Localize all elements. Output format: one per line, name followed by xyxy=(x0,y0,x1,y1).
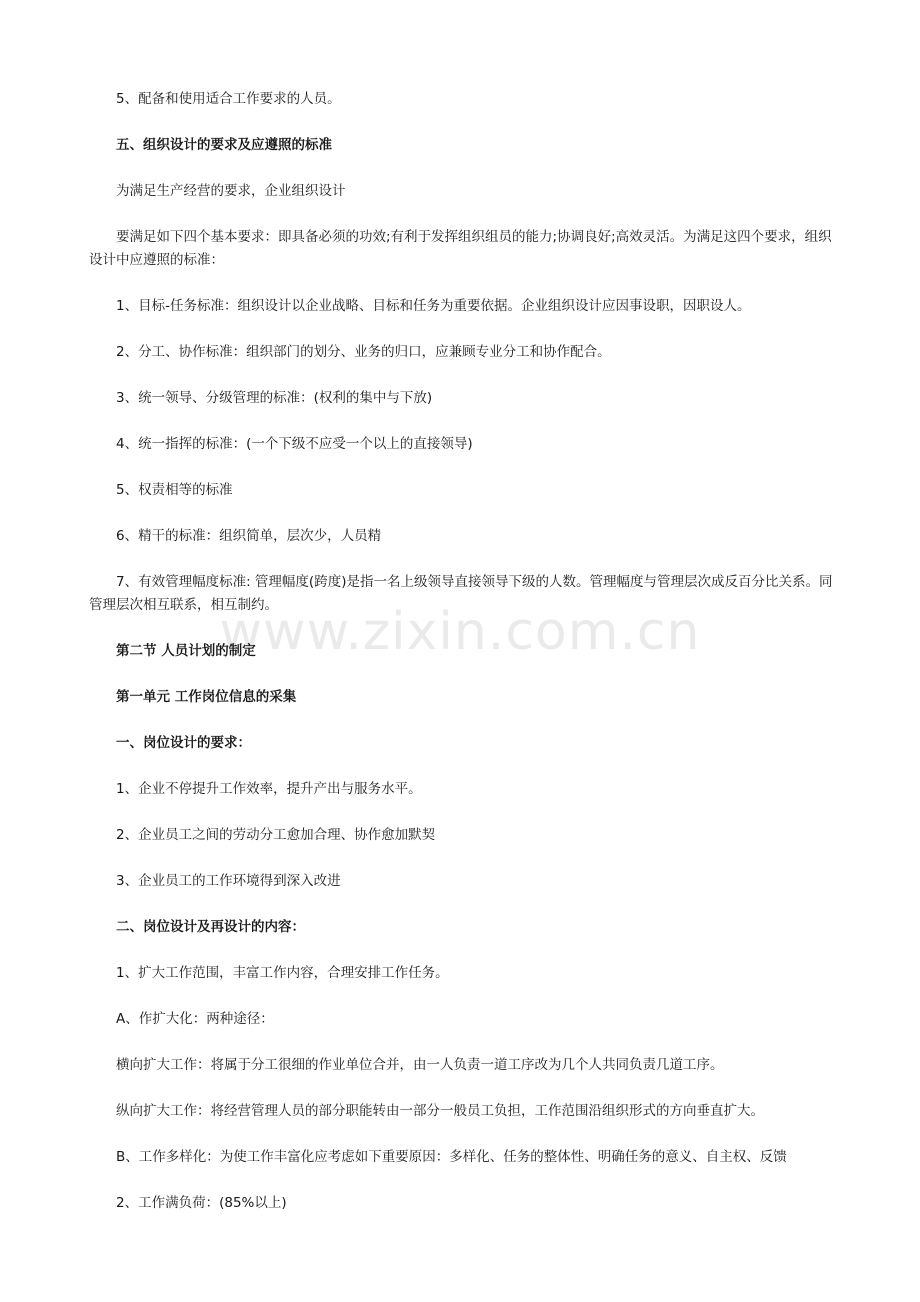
paragraph-standard-4: 4、统一指挥的标准：(一个下级不应受一个以上的直接领导) xyxy=(116,436,473,452)
paragraph-vertical-expansion: 纵向扩大工作：将经营管理人员的部分职能转由一部分一般员工负担，工作范围沿组织形式的方向垂直扩大。 xyxy=(116,1103,764,1119)
paragraph-content-1: 1、扩大工作范围，丰富工作内容，合理安排工作任务。 xyxy=(116,965,449,981)
paragraph-job-req-1: 1、企业不停提升工作效率，提升产出与服务水平。 xyxy=(116,781,422,797)
heading-job-design-requirements: 一、岗位设计的要求： xyxy=(116,735,251,751)
paragraph-content-2: 2、工作满负荷：(85%以上) xyxy=(116,1195,287,1211)
paragraph-standard-5: 5、权责相等的标准 xyxy=(116,482,233,498)
paragraph-standard-7: 7、有效管理幅度标准: 管理幅度(跨度)是指一名上级领导直接领导下级的人数。管理幅度与管理层次成反百分比关系。同管理层次相互联系，相互制约。 xyxy=(89,574,833,613)
watermark: www.zixin.com.cn xyxy=(219,602,701,662)
paragraph-standard-2: 2、分工、协作标准：组织部门的划分、业务的归口，应兼顾专业分工和协作配合。 xyxy=(116,344,611,360)
heading-job-design-content: 二、岗位设计及再设计的内容： xyxy=(116,919,305,935)
paragraph-content-b: B、工作多样化：为使工作丰富化应考虑如下重要原因：多样化、任务的整体性、明确任务的意义、自主权、反馈 xyxy=(116,1149,787,1165)
paragraph-standard-1: 1、目标-任务标准：组织设计以企业战略、目标和任务为重要依据。企业组织设计应因事设职，因职设人。 xyxy=(116,298,751,314)
paragraph-standard-6: 6、精干的标准：组织简单，层次少，人员精 xyxy=(116,528,382,544)
paragraph-standard-3: 3、统一领导、分级管理的标准：(权利的集中与下放) xyxy=(116,390,433,406)
heading-unit-1: 第一单元 工作岗位信息的采集 xyxy=(116,689,297,705)
paragraph-horizontal-expansion: 横向扩大工作：将属于分工很细的作业单位合并，由一人负责一道工序改为几个人共同负责几道工序。 xyxy=(116,1057,724,1073)
paragraph-job-req-3: 3、企业员工的工作环境得到深入改进 xyxy=(116,873,341,889)
paragraph-intro: 为满足生产经营的要求，企业组织设计 xyxy=(116,183,346,199)
paragraph-four-requirements: 要满足如下四个基本要求：即具备必须的功效;有利于发挥组织组员的能力;协调良好;高效灵活。为满足这四个要求，组织设计中应遵照的标准： xyxy=(89,229,832,268)
paragraph-job-req-2: 2、企业员工之间的劳动分工愈加合理、协作愈加默契 xyxy=(116,827,436,843)
heading-section-2: 第二节 人员计划的制定 xyxy=(116,643,256,659)
paragraph-content-a: A、作扩大化：两种途径： xyxy=(116,1011,274,1027)
heading-design-requirements: 五、组织设计的要求及应遵照的标准 xyxy=(116,137,332,153)
paragraph-staffing-point-5: 5、配备和使用适合工作要求的人员。 xyxy=(116,91,341,107)
